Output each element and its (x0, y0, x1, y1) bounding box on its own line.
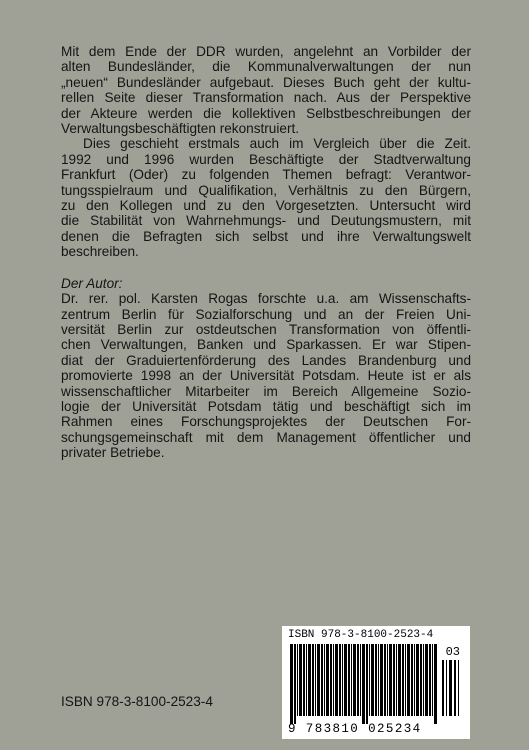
text-line: logie der Universität Potsdam tätig und beschäftigt sich im (61, 398, 471, 414)
barcode-bar (294, 644, 296, 724)
barcode-bar (353, 644, 356, 716)
barcode-bar (442, 660, 444, 716)
barcode-bar (449, 660, 452, 716)
barcode-bar (308, 644, 311, 716)
text-line: wissenschaftlicher Mitarbeiter im Bereich Allgemeine Sozio- (61, 383, 471, 399)
barcode-bar (387, 644, 388, 716)
description-paragraph-2 (61, 136, 471, 259)
barcode-bar (312, 644, 314, 716)
barcode-bar (344, 644, 347, 716)
text-line: schungsgemeinschaft mit dem Management öffentlicher und (61, 429, 471, 445)
author-heading: Der Autor: (61, 275, 123, 291)
barcode-bar (290, 644, 293, 724)
text-line: beschreiben. (61, 244, 139, 260)
barcode-bar (317, 644, 320, 716)
barcode-bar (378, 644, 379, 716)
barcode-bar (333, 644, 334, 716)
text-line: Mit dem Ende der DDR wurden, angelehnt an Vorbilder der (61, 44, 471, 59)
text-line: der Akteure werden die kollektiven Selbstbeschreibungen der (61, 105, 471, 121)
barcode-bar (458, 660, 459, 716)
barcode-bar (405, 644, 406, 716)
text-line: 1992 und 1996 wurden Beschäftigte der Stadtverwaltung (61, 151, 471, 167)
barcode-icon (290, 644, 440, 724)
text-line: tungsspielraum und Qualifikation, Verhältnis zu den Bürgern, (61, 182, 471, 198)
barcode-bar (411, 644, 413, 716)
text-line: Verwaltungsbeschäftigten rekonstruiert. (61, 121, 300, 137)
barcode-bar (425, 644, 428, 716)
text-line: promovierte 1998 an der Universität Potsdam. Heute ist er als (61, 368, 471, 384)
barcode-bar (360, 644, 361, 716)
barcode-bar (420, 644, 422, 716)
barcode-bar (315, 644, 316, 716)
text-line: privater Betriebe. (61, 445, 165, 461)
barcode-bar (362, 644, 365, 724)
barcode-addon-icon (442, 660, 462, 724)
barcode-bar (299, 644, 302, 716)
barcode-bar (429, 644, 431, 716)
barcode-bar (398, 644, 401, 716)
barcode-bar (297, 644, 298, 716)
barcode-bar (321, 644, 323, 716)
barcode-bar (423, 644, 424, 716)
barcode-bar (384, 644, 386, 716)
barcode-bar (369, 644, 370, 716)
isbn-label: ISBN 978-3-8100-2523-4 (61, 694, 213, 709)
text-line: rellen Seite dieser Transformation nach. Aus der Perspektive (61, 90, 471, 106)
text-line: denen die Befragten sich selbst und ihre Verwaltungswelt (61, 228, 471, 244)
barcode-panel (282, 626, 470, 739)
paragraph-gap (61, 260, 471, 276)
barcode-bar (393, 644, 395, 716)
text-line: zu den Kollegen und zu den Vorgesetzten. Untersucht wird (61, 198, 471, 214)
text-line: Frankfurt (Oder) zu folgenden Themen befragt: Verantwor- (61, 167, 471, 183)
barcode-bar (306, 644, 307, 716)
barcode-bar (454, 660, 456, 716)
barcode-bar (351, 644, 352, 716)
barcode-bar (366, 644, 368, 724)
text-line: die Stabilität von Wahrnehmungs- und Deutungsmustern, mit (61, 213, 471, 229)
barcode-bar (335, 644, 338, 716)
barcode-bar (389, 644, 392, 716)
text-line: Dr. rer. pol. Karsten Rogas forschte u.a. am Wissenschafts- (61, 291, 471, 307)
text-line: Rahmen eines Forschungsprojektes der Deutschen For- (61, 414, 471, 430)
text-line: „neuen“ Bundesländer aufgebaut. Dieses Buch geht der kultu- (61, 74, 471, 90)
barcode-bar (432, 644, 433, 716)
barcode-bar (326, 644, 329, 716)
barcode-isbn-text: ISBN 978-3-8100-2523-4 (288, 629, 434, 641)
barcode-bar (348, 644, 350, 716)
barcode-bar (375, 644, 377, 716)
barcode-bar (324, 644, 325, 716)
text-line: alten Bundesländer, die Kommunalverwaltungen der nun (61, 59, 471, 75)
text-line: zentrum Berlin für Sozialforschung und an der Freien Uni- (61, 306, 471, 322)
barcode-bar (357, 644, 359, 716)
barcode-bar (414, 644, 415, 716)
barcode-addon-digits: 03 (445, 645, 460, 659)
barcode-bar (416, 644, 419, 716)
text-line: Dies geschieht erstmals auch im Vergleich über die Zeit. (83, 136, 471, 152)
description-paragraph-1 (61, 44, 471, 136)
barcode-bar (446, 660, 447, 716)
barcode-bar (407, 644, 410, 716)
barcode-bar (303, 644, 305, 716)
author-section (61, 276, 471, 461)
barcode-bar (402, 644, 404, 716)
barcode-bar (330, 644, 332, 716)
text-line: versität Berlin zur ostdeutschen Transformation von öffentli- (61, 321, 471, 337)
text-line: chen Verwaltungen, Banken und Sparkassen. Er war Stipen- (61, 337, 471, 353)
barcode-digits: 9 783810 025234 (288, 722, 422, 736)
barcode-bar (342, 644, 343, 716)
blurb-text (61, 44, 471, 461)
text-line: diat der Graduiertenförderung des Landes Brandenburg und (61, 352, 471, 368)
barcode-bar (396, 644, 397, 716)
barcode-bar (371, 644, 374, 716)
barcode-bar (434, 644, 437, 724)
barcode-bar (339, 644, 341, 716)
barcode-bar (380, 644, 383, 716)
